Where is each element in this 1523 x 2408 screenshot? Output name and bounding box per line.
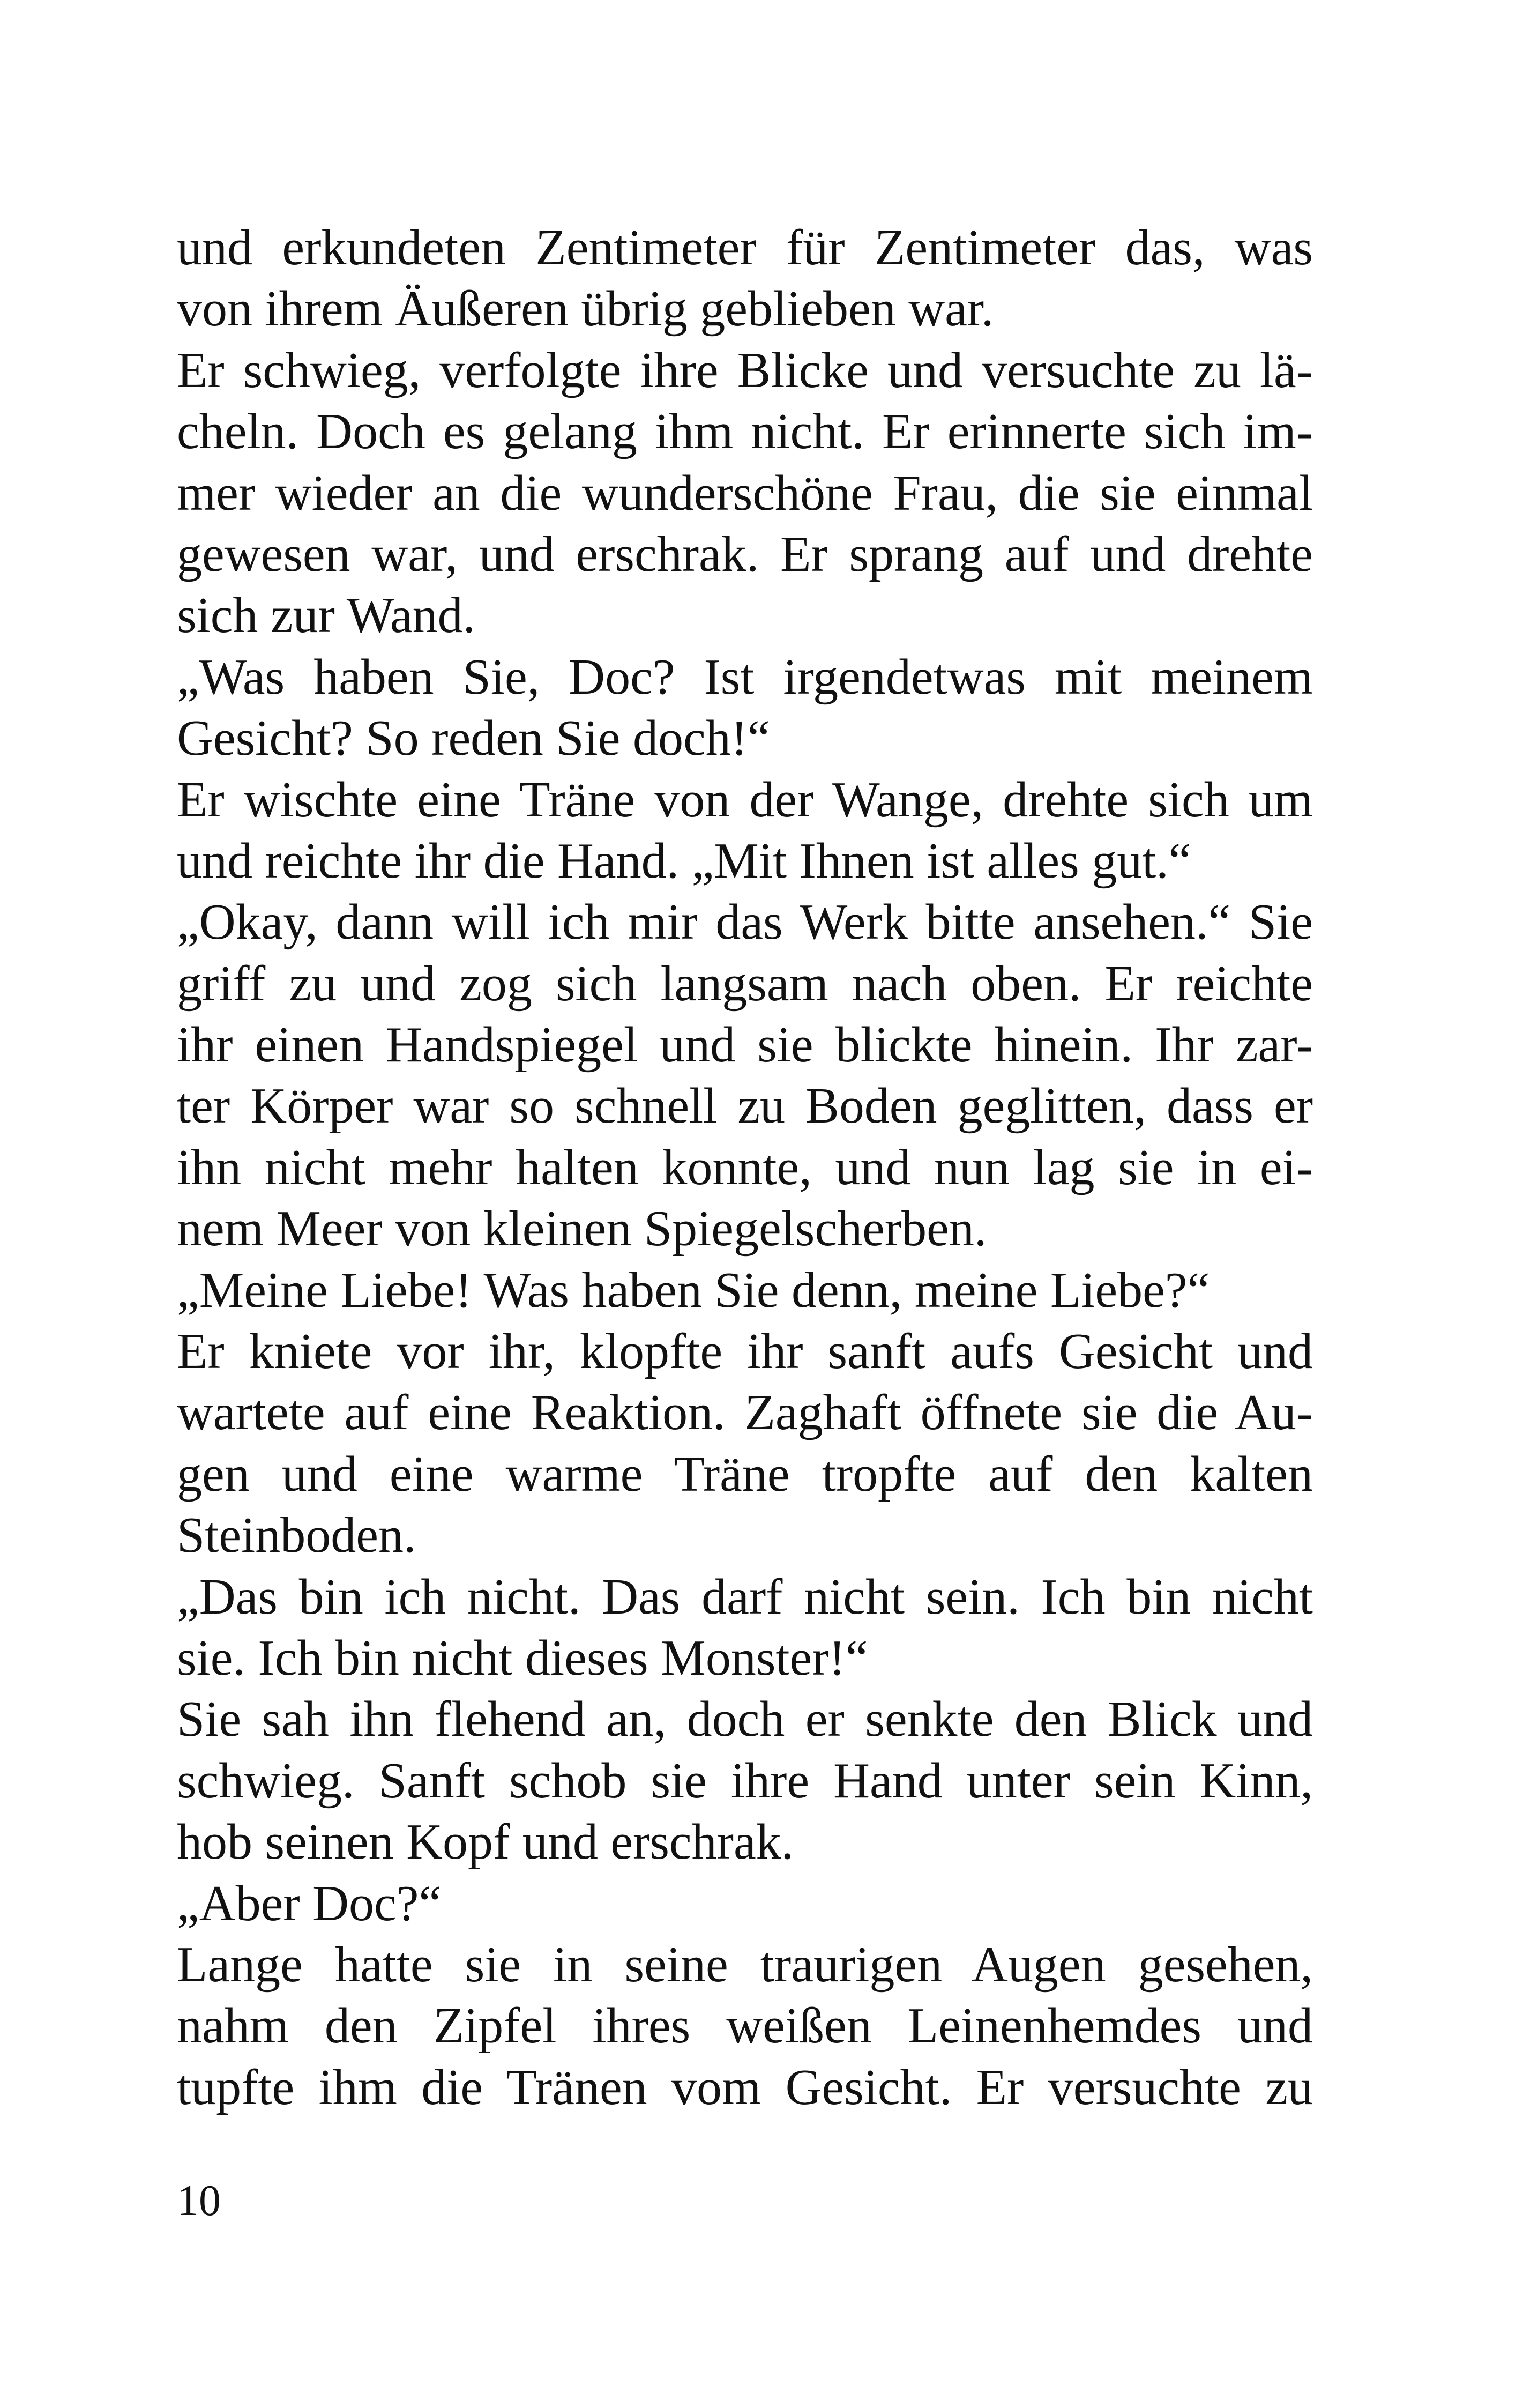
text-line: griff zu und zog sich langsam nach oben. Er reichte [177, 955, 1313, 1012]
text-line: nem Meer von kleinen Spiegelscherben. [177, 1201, 987, 1257]
text-line: und reichte ihr die Hand. „Mit Ihnen ist alles gut.“ [177, 833, 1191, 889]
text-line: wartete auf eine Reaktion. Zaghaft öffnete sie die Au- [177, 1385, 1313, 1441]
text-line: gewesen war, und erschrak. Er sprang auf und drehte [177, 526, 1313, 582]
text-line: gen und eine warme Träne tropfte auf den kalten [177, 1446, 1313, 1502]
text-line: schwieg. Sanft schob sie ihre Hand unter sein Kinn, [177, 1752, 1313, 1809]
text-line: Lange hatte sie in seine traurigen Augen gesehen, [177, 1936, 1313, 1993]
text-line: „Meine Liebe! Was haben Sie denn, meine Liebe?“ [177, 1262, 1210, 1318]
text-line: tupfte ihm die Tränen vom Gesicht. Er versuchte zu [177, 2059, 1313, 2115]
text-line: ihr einen Handspiegel und sie blickte hinein. Ihr zar- [177, 1017, 1313, 1073]
text-line: ter Körper war so schnell zu Boden geglitten, dass er [177, 1078, 1313, 1134]
body-text [177, 217, 1313, 2118]
text-line: „Was haben Sie, Doc? Ist irgendetwas mit meinem [177, 649, 1313, 705]
text-line: „Okay, dann will ich mir das Werk bitte ansehen.“ Sie [177, 894, 1313, 950]
text-line: Er schwieg, verfolgte ihre Blicke und versuchte zu lä- [177, 342, 1313, 398]
text-line: Gesicht? So reden Sie doch!“ [177, 710, 770, 767]
text-line: Er wischte eine Träne von der Wange, drehte sich um [177, 771, 1313, 828]
text-line: sich zur Wand. [177, 588, 476, 644]
text-line: nahm den Zipfel ihres weißen Leinenhemdes und [177, 1998, 1313, 2054]
text-line: ihn nicht mehr halten konnte, und nun lag sie in ei- [177, 1139, 1313, 1195]
text-line: „Das bin ich nicht. Das darf nicht sein. Ich bin nicht [177, 1569, 1313, 1625]
text-line: Steinboden. [177, 1507, 416, 1564]
text-line: „Aber Doc?“ [177, 1875, 442, 1931]
text-line: und erkundeten Zentimeter für Zentimeter das, was [177, 220, 1313, 276]
text-line: Er kniete vor ihr, klopfte ihr sanft aufs Gesicht und [177, 1324, 1313, 1380]
page-number: 10 [177, 2176, 221, 2225]
text-line: mer wieder an die wunderschöne Frau, die sie einmal [177, 465, 1313, 521]
text-line: sie. Ich bin nicht dieses Monster!“ [177, 1630, 868, 1686]
text-line: hob seinen Kopf und erschrak. [177, 1814, 794, 1870]
text-line: von ihrem Äußeren übrig geblieben war. [177, 281, 994, 337]
text-line: cheln. Doch es gelang ihm nicht. Er erinnerte sich im- [177, 404, 1313, 460]
text-line: Sie sah ihn flehend an, doch er senkte den Blick und [177, 1691, 1313, 1748]
